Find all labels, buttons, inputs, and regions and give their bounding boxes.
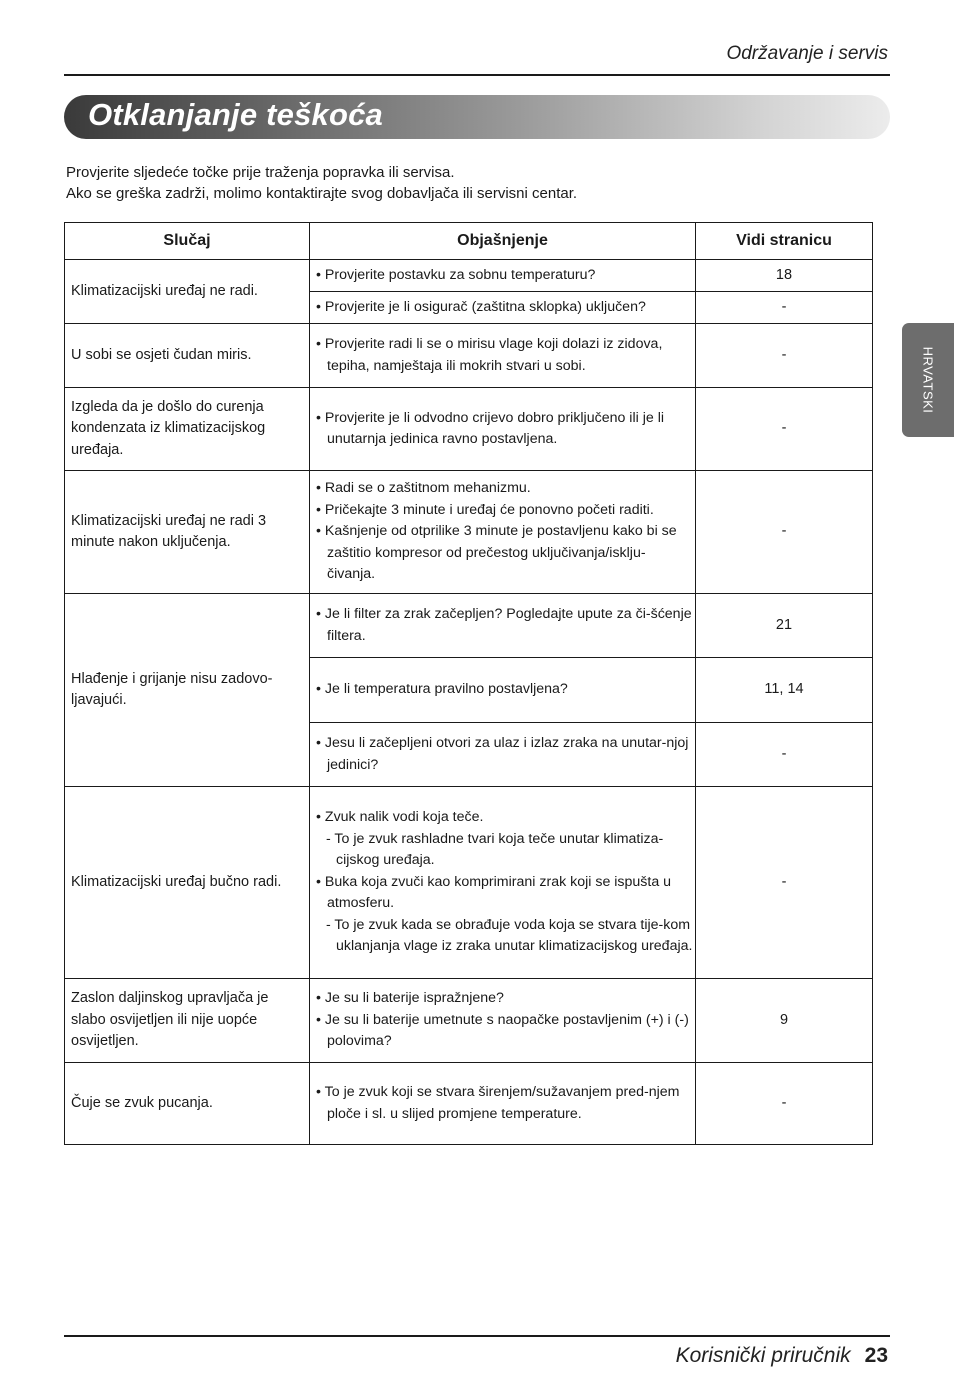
explanation-cell [310, 658, 696, 723]
explanation-cell [310, 471, 696, 594]
page-reference-cell: 9 [696, 979, 873, 1063]
explanation-cell [310, 979, 696, 1063]
page-reference-cell: - [696, 471, 873, 594]
explanation-cell [310, 292, 696, 324]
explanation-cell [310, 1063, 696, 1145]
case-cell: Čuje se zvuk pucanja. [65, 1063, 310, 1145]
case-cell: Klimatizacijski uređaj ne radi. [65, 260, 310, 324]
explanation-line: - To je zvuk kada se obrađuje voda koja se stvara tije-kom uklanjanja vlage iz zraka unutar klimatizacijskog uređaja. [326, 916, 693, 955]
explanation-cell [310, 723, 696, 787]
table-body [65, 260, 873, 1145]
intro-line: Ako se greška zadrži, molimo kontaktirajte svog dobavljača ili servisni centar. [66, 185, 578, 202]
case-cell: Klimatizacijski uređaj bučno radi. [65, 787, 310, 979]
page-reference-cell: - [696, 787, 873, 979]
page-reference-cell: - [696, 723, 873, 787]
page-title: Otklanjanje teškoća [88, 97, 383, 132]
intro-text [66, 162, 577, 204]
explanation-cell [310, 594, 696, 658]
explanation-line: • Provjerite je li odvodno crijevo dobro priključeno ili je li unutarnja jedinica ravno postavljena. [316, 409, 664, 447]
explanation-cell [310, 388, 696, 471]
case-cell: Hlađenje i grijanje nisu zadovo-ljavajući. [65, 594, 310, 787]
page-reference-cell: 11, 14 [696, 658, 873, 723]
explanation-cell [310, 260, 696, 292]
header-section-label: Održavanje i servis [726, 43, 888, 64]
explanation-line: • Je su li baterije umetnute s naopačke postavljenim (+) i (-) polovima? [316, 1011, 689, 1050]
table-row [65, 324, 873, 388]
page-reference-cell: - [696, 292, 873, 324]
page-reference-cell: - [696, 388, 873, 471]
page-reference-cell: 21 [696, 594, 873, 658]
explanation-line: • Kašnjenje od otprilike 3 minute je postavljenu kako bi se zaštitio kompresor od prečestog uključivanja/isklju-čivanja. [316, 523, 677, 583]
explanation-line: • To je zvuk koji se stvara širenjem/sužavanjem pred-njem ploče i sl. u slijed promjene temperature. [316, 1084, 680, 1122]
case-cell: Izgleda da je došlo do curenja kondenzata iz klimatizacijskog uređaja. [65, 388, 310, 471]
title-bar [64, 95, 890, 139]
page-reference-cell: - [696, 1063, 873, 1145]
explanation-line: • Zvuk nalik vodi koja teče. [316, 809, 484, 826]
page-reference-cell: - [696, 324, 873, 388]
table-header-row [65, 223, 873, 260]
table-row [65, 1063, 873, 1145]
footer-manual-title: Korisnički priručnik [675, 1344, 851, 1367]
table-row [65, 471, 873, 594]
explanation-line: • Buka koja zvuči kao komprimirani zrak koji se ispušta u atmosferu. [316, 873, 672, 912]
case-cell: U sobi se osjeti čudan miris. [65, 324, 310, 388]
explanation-line: • Provjerite postavku za sobnu temperaturu? [316, 266, 596, 283]
page-reference-cell: 18 [696, 260, 873, 292]
table-row [65, 388, 873, 471]
column-header-case: Slučaj [65, 223, 310, 260]
explanation-line: • Provjerite je li osigurač (zaštitna sklopka) uključen? [316, 298, 646, 315]
explanation-line: - To je zvuk rashladne tvari koja teče unutar klimatiza-cijskog uređaja. [326, 830, 664, 869]
explanation-cell [310, 787, 696, 979]
explanation-cell [310, 324, 696, 388]
bottom-rule [64, 1335, 890, 1337]
footer-page-number: 23 [864, 1344, 888, 1367]
top-rule [64, 74, 890, 76]
language-side-tab-label: HRVATSKI [920, 346, 936, 414]
table-row [65, 594, 873, 658]
column-header-explanation: Objašnjenje [310, 223, 696, 260]
troubleshooting-table [64, 222, 873, 1145]
case-cell: Klimatizacijski uređaj ne radi 3 minute nakon uključenja. [65, 471, 310, 594]
language-side-tab [902, 323, 954, 437]
explanation-line: • Je su li baterije ispražnjene? [316, 990, 504, 1007]
explanation-line: • Radi se o zaštitnom mehanizmu. [316, 480, 531, 497]
table-row [65, 260, 873, 292]
table-row [65, 787, 873, 979]
footer [676, 1344, 888, 1368]
table-row [65, 979, 873, 1063]
intro-line: Provjerite sljedeće točke prije traženja popravka ili servisa. [66, 164, 455, 181]
explanation-line: • Je li filter za zrak začepljen? Pogledajte upute za či-šćenje filtera. [316, 606, 692, 644]
explanation-line: • Jesu li začepljeni otvori za ulaz i izlaz zraka na unutar-njoj jedinici? [316, 735, 689, 773]
case-cell: Zaslon daljinskog upravljača je slabo osvijetljen ili nije uopće osvijetljen. [65, 979, 310, 1063]
explanation-line: • Je li temperatura pravilno postavljena? [316, 681, 568, 698]
column-header-page: Vidi stranicu [696, 223, 873, 260]
explanation-line: • Pričekajte 3 minute i uređaj će ponovno početi raditi. [316, 501, 654, 518]
explanation-line: • Provjerite radi li se o mirisu vlage koji dolazi iz zidova, tepiha, namještaja ili mokrih stvari u sobi. [316, 336, 663, 374]
